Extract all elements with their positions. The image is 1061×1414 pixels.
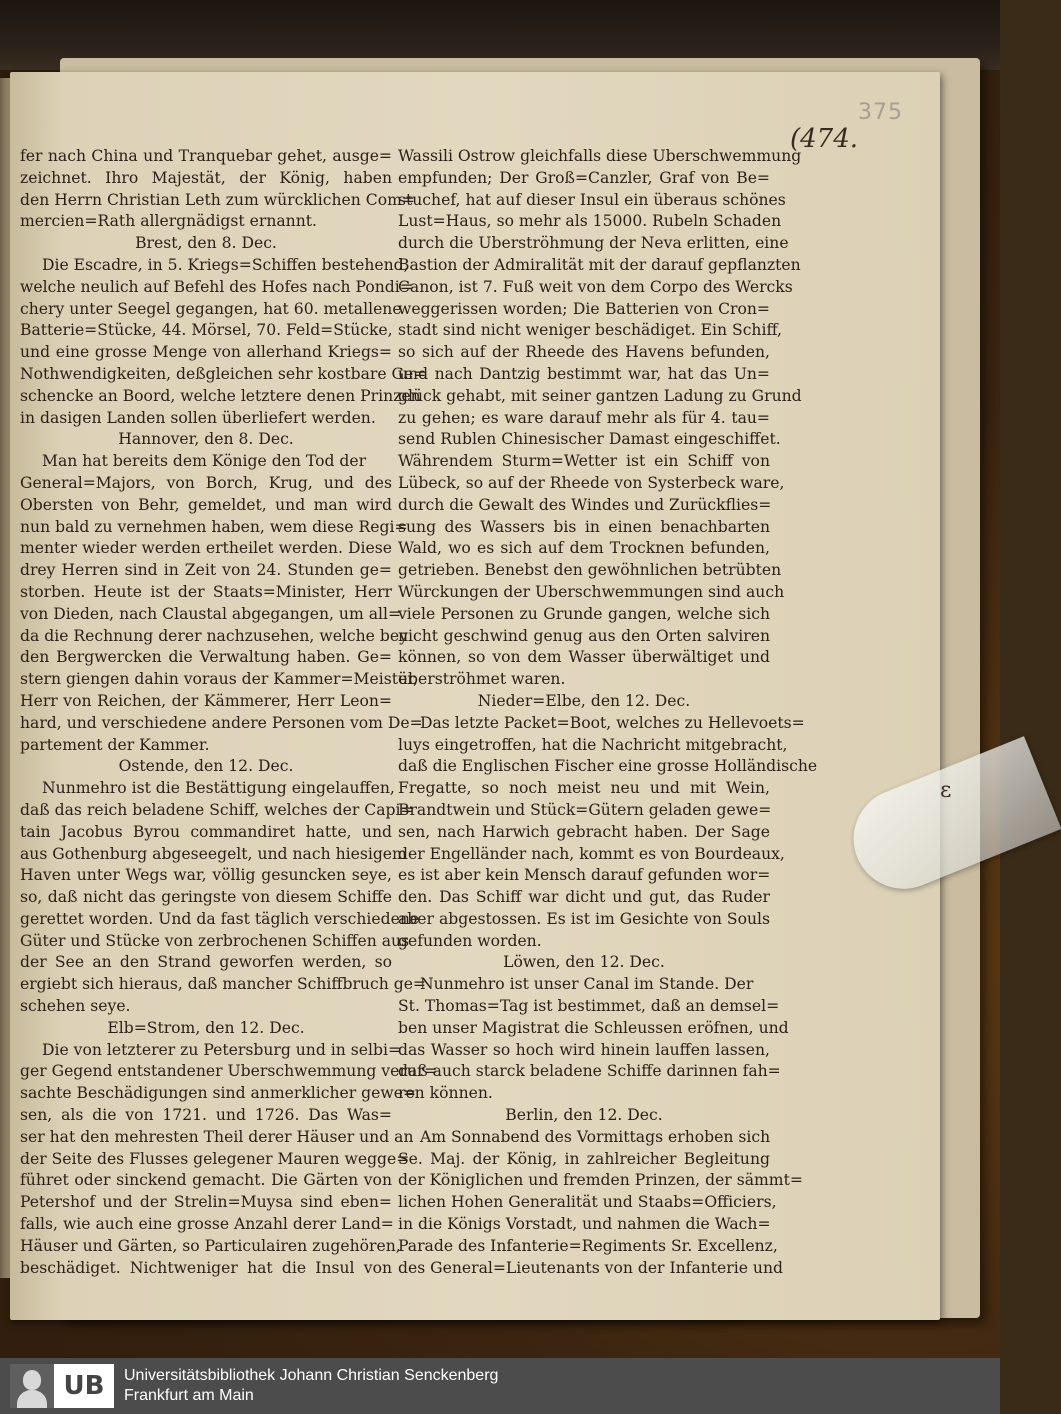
text-line: Die Escadre, in 5. Kriegs=Schiffen bestehend, bbox=[42, 255, 409, 274]
text-line: von Dieden, nach Claustal abgegangen, um all= bbox=[20, 604, 402, 623]
margin-mark: ɛ bbox=[940, 778, 952, 803]
text-line: und eine grosse Menge von allerhand Kriegs= bbox=[20, 343, 392, 362]
text-line: storben. Heute ist der Staats=Minister, Herr bbox=[20, 582, 392, 601]
text-line: schehen seye. bbox=[20, 997, 131, 1016]
text-line: nun bald zu vernehmen haben, wem diese Regi= bbox=[20, 517, 408, 536]
text-line: Währendem Sturm=Wetter ist ein Schiff von bbox=[398, 452, 770, 471]
text-line: Nunmehro ist die Bestättigung eingelauffen, bbox=[42, 779, 395, 798]
text-line: in die Königs Vorstadt, und nahmen die Wach= bbox=[398, 1215, 771, 1234]
text-line: glück gehabt, mit seiner gantzen Ladung zu Grund bbox=[398, 386, 802, 405]
handwritten-folio: (474. bbox=[790, 124, 859, 154]
text-line: durch die Gewalt des Windes und Zurückflies= bbox=[398, 495, 772, 514]
text-line: sen, nach Harwich gebracht haben. Der Sage bbox=[398, 822, 770, 841]
text-line: können, so von dem Wasser überwältiget und bbox=[398, 648, 770, 667]
text-line: send Rublen Chinesischer Damast eingeschiffet. bbox=[398, 430, 781, 449]
text-line: ren können. bbox=[398, 1084, 493, 1103]
text-line: der Königlichen und fremden Prinzen, der sämmt= bbox=[398, 1171, 803, 1190]
portrait-icon bbox=[10, 1364, 54, 1408]
text-line: stadt sind nicht weniger beschädiget. Ein Schiff, bbox=[398, 321, 782, 340]
text-line: da die Rechnung derer nachzusehen, welche bey bbox=[20, 626, 408, 645]
dateline: Elb=Strom, den 12. Dec. bbox=[107, 1018, 305, 1037]
footer-bar bbox=[0, 1358, 1000, 1414]
text-line: getrieben. Benebst den gewöhnlichen betrübten bbox=[398, 561, 782, 580]
text-line: ergiebt sich hieraus, daß mancher Schiffbruch ge= bbox=[20, 975, 426, 994]
dateline: Berlin, den 12. Dec. bbox=[505, 1106, 663, 1125]
text-line: des General=Lieutenants von der Infanterie und bbox=[398, 1258, 783, 1277]
text-line: Güter und Stücke von zerbrochenen Schiffen aus bbox=[20, 931, 410, 950]
text-line: sachte Beschädigungen sind anmerklicher gewe= bbox=[20, 1084, 417, 1103]
text-line: schencke an Boord, welche letztere denen Prinzen bbox=[20, 386, 421, 405]
text-line: Nothwendigkeiten, deßgleichen sehr kostbare Ge= bbox=[20, 364, 427, 383]
text-line: zeichnet. Ihro Majestät, der König, haben bbox=[20, 168, 392, 187]
text-line: hard, und verschiedene andere Personen vom De= bbox=[20, 713, 423, 732]
text-line: Obersten von Behr, gemeldet, und man wird bbox=[20, 495, 392, 514]
text-line: Nunmehro ist unser Canal im Stande. Der bbox=[420, 975, 754, 994]
text-line: Wald, wo es sich auf dem Trocknen befunden, bbox=[398, 539, 770, 558]
text-line: Die von letzterer zu Petersburg und in selbi= bbox=[42, 1040, 402, 1059]
text-line: mercien=Rath allergnädigst ernannt. bbox=[20, 212, 317, 231]
text-line: ger Gegend entstandener Uberschwemmung verur= bbox=[20, 1062, 438, 1081]
text-line: beschädiget. Nichtweniger hat die Insul von bbox=[20, 1258, 392, 1277]
text-line: St. Thomas=Tag ist bestimmet, daß an demsel= bbox=[398, 997, 780, 1016]
text-line: Parade des Infanterie=Regiments Sr. Excellenz, bbox=[398, 1236, 778, 1255]
footer-caption bbox=[124, 1366, 498, 1406]
text-line: welche neulich auf Befehl des Hofes nach Pondi= bbox=[20, 277, 413, 296]
text-line: der Seite des Flusses gelegener Mauren wegge= bbox=[20, 1149, 410, 1168]
text-line: den. Das Schiff war dicht und gut, das Ruder bbox=[398, 888, 770, 907]
text-line: sung des Wassers bis in einen benachbarten bbox=[398, 517, 770, 536]
text-line: Se. Maj. der König, in zahlreicher Begleitung bbox=[398, 1149, 770, 1168]
text-line: aus Gothenburg abgeseegelt, und nach hiesigem bbox=[20, 844, 407, 863]
text-line: daß die Englischen Fischer eine grosse Holländische bbox=[398, 757, 818, 776]
text-line: daß auch starck beladene Schiffe darinnen fah= bbox=[398, 1062, 781, 1081]
text-line: ser hat den mehresten Theil derer Häuser und an bbox=[20, 1127, 414, 1146]
text-line: Canon, ist 7. Fuß weit von dem Corpo des Wercks bbox=[398, 277, 793, 296]
dateline: Ostende, den 12. Dec. bbox=[118, 757, 294, 776]
library-name: Universitätsbibliothek Johann Christian Senckenberg bbox=[124, 1367, 499, 1384]
text-line: Haven unter Wegs war, völlig gesuncken seye, bbox=[20, 866, 392, 885]
text-line: fer nach China und Tranquebar gehet, ausge= bbox=[20, 147, 392, 165]
text-line: gerettet worden. Und da fast täglich verschiedene bbox=[20, 909, 420, 928]
text-line: drey Herren sind in Zeit von 24. Stunden ge= bbox=[20, 561, 392, 580]
text-line: so sich auf der Rheede des Havens befunden, bbox=[398, 343, 770, 362]
dateline: Hannover, den 8. Dec. bbox=[118, 430, 294, 449]
text-line: Herr von Reichen, der Kämmerer, Herr Leon= bbox=[20, 691, 392, 710]
text-line: gefunden worden. bbox=[398, 931, 542, 950]
text-line: daß das reich beladene Schiff, welches der Capi= bbox=[20, 800, 414, 819]
text-line: den Bergwercken die Verwaltung haben. Ge= bbox=[20, 648, 392, 667]
text-line: empfunden; Der Groß=Canzler, Graf von Be= bbox=[398, 168, 770, 187]
right-column bbox=[398, 146, 818, 1279]
text-line: sen, als die von 1721. und 1726. Das Was= bbox=[20, 1106, 392, 1125]
text-line: das Wasser so hoch wird hinein lauffen lassen, bbox=[398, 1040, 770, 1059]
text-line: und nach Dantzig bestimmt war, hat das Un= bbox=[398, 364, 770, 383]
text-line: chery unter Seegel gegangen, hat 60. metallene bbox=[20, 299, 402, 318]
text-line: Bastion der Admiralität mit der darauf gepflanzten bbox=[398, 255, 801, 274]
text-line: aber abgestossen. Es ist im Gesichte von Souls bbox=[398, 909, 770, 928]
text-line: zu gehen; es ware darauf mehr als für 4. tau= bbox=[398, 408, 770, 427]
text-line: Lust=Haus, so mehr als 15000. Rubeln Schaden bbox=[398, 212, 782, 231]
text-line: tain Jacobus Byrou commandiret hatte, und bbox=[20, 822, 392, 841]
text-line: stuchef, hat auf dieser Insul ein überaus schönes bbox=[398, 190, 786, 209]
text-line: Häuser und Gärten, so Particulairen zugehören, bbox=[20, 1236, 401, 1255]
text-line: Das letzte Packet=Boot, welches zu Hellevoets= bbox=[420, 713, 805, 732]
text-line: ben unser Magistrat die Schleussen eröfnen, und bbox=[398, 1018, 789, 1037]
text-line: stern giengen dahin voraus der Kammer=Meister, bbox=[20, 670, 418, 689]
text-line: Würckungen der Uberschwemmungen sind auch bbox=[398, 582, 785, 601]
page-number: 375 bbox=[858, 100, 903, 125]
text-line: in dasigen Landen sollen überliefert werden. bbox=[20, 408, 376, 427]
text-line: Lübeck, so auf der Rheede von Systerbeck ware, bbox=[398, 473, 785, 492]
text-line: Brandtwein und Stück=Gütern geladen gewe= bbox=[398, 800, 772, 819]
logo-text: UB bbox=[63, 1371, 105, 1401]
left-column bbox=[20, 146, 438, 1279]
text-line: Wassili Ostrow gleichfalls diese Uberschwemmung bbox=[398, 147, 802, 165]
text-line: den Herrn Christian Leth zum würcklichen Com= bbox=[20, 190, 415, 209]
text-line: Am Sonnabend des Vormittags erhoben sich bbox=[420, 1127, 771, 1146]
text-line: der Engelländer nach, kommt es von Bourdeaux, bbox=[398, 844, 785, 863]
dateline: Nieder=Elbe, den 12. Dec. bbox=[477, 691, 691, 710]
text-line: der See an den Strand geworfen werden, so bbox=[20, 953, 392, 972]
text-line: Man hat bereits dem Könige den Tod der bbox=[42, 452, 367, 471]
text-line: lichen Hohen Generalität und Staabs=Officiers, bbox=[398, 1193, 777, 1212]
text-line: Petershof und der Strelin=Muysa sind eben= bbox=[20, 1193, 392, 1212]
text-line: Batterie=Stücke, 44. Mörsel, 70. Feld=Stücke, bbox=[20, 321, 393, 340]
text-line: durch die Uberströhmung der Neva erlitten, eine bbox=[398, 234, 789, 253]
text-line: führet oder sinckend gemacht. Die Gärten von bbox=[20, 1171, 392, 1190]
text-line: Fregatte, so noch meist neu und mit Wein, bbox=[398, 779, 770, 798]
text-line: nicht geschwind genug aus den Orten salviren bbox=[398, 626, 770, 645]
dateline: Brest, den 8. Dec. bbox=[135, 234, 277, 253]
library-logo[interactable] bbox=[10, 1364, 114, 1408]
text-line: menter wieder werden ertheilet werden. Diese bbox=[20, 539, 392, 558]
library-city: Frankfurt am Main bbox=[124, 1387, 254, 1404]
text-line: viele Personen zu Grunde gangen, welche sich bbox=[398, 604, 770, 623]
text-line: General=Majors, von Borch, Krug, und des bbox=[20, 473, 392, 492]
dateline: Löwen, den 12. Dec. bbox=[503, 953, 665, 972]
text-line: überströhmet waren. bbox=[398, 670, 566, 689]
text-line: so, daß nicht das geringste von diesem Schiffe bbox=[20, 888, 392, 907]
text-line: falls, wie auch eine grosse Anzahl derer Land= bbox=[20, 1215, 394, 1234]
text-line: luys eingetroffen, hat die Nachricht mitgebracht, bbox=[398, 735, 788, 754]
text-line: es ist aber kein Mensch darauf gefunden wor= bbox=[398, 866, 771, 885]
text-line: weggerissen worden; Die Batterien von Cron= bbox=[398, 299, 770, 318]
text-line: partement der Kammer. bbox=[20, 735, 210, 754]
